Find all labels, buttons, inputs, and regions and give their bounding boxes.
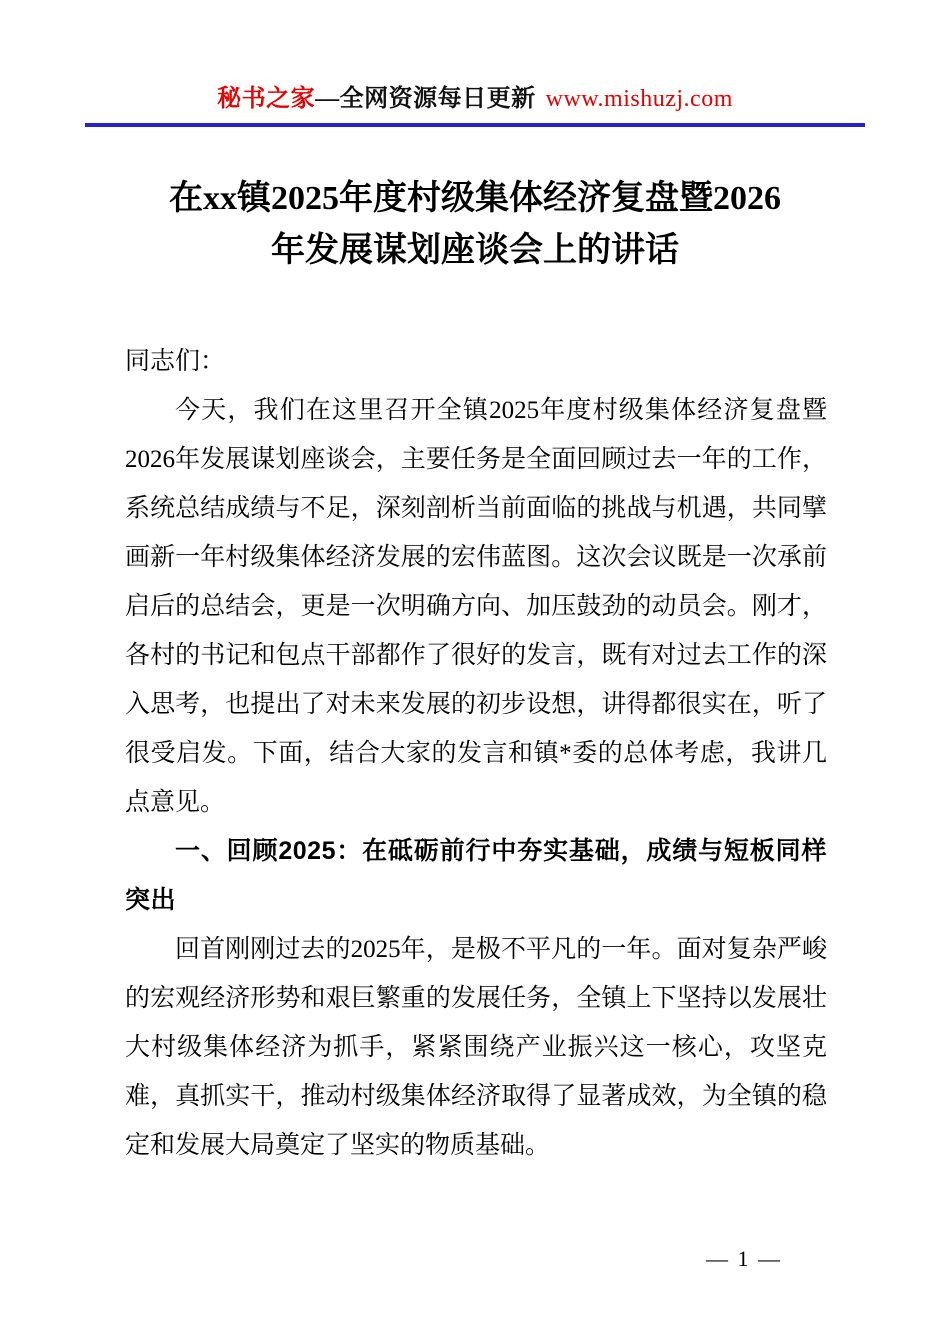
header-divider-rule	[85, 123, 865, 127]
site-header	[0, 0, 950, 114]
paragraph-review: 回首刚刚过去的2025年，是极不平凡的一年。面对复杂严峻的宏观经济形势和艰巨繁重的发展任务，全镇上下坚持以发展壮大村级集体经济为抓手，紧紧围绕产业振兴这一核心，攻坚克难，真抓实干，推动村级集体经济取得了显著成效，为全镇的稳定和发展大局奠定了坚实的物质基础。	[125, 936, 827, 1159]
document-body	[125, 337, 827, 1170]
header-tagline: —全网资源每日更新	[315, 86, 536, 112]
document-title	[90, 173, 860, 277]
site-brand: 秘书之家	[217, 86, 316, 112]
document-title-line-1: 在xx镇2025年度村级集体经济复盘暨2026	[169, 180, 781, 217]
salutation: 同志们：	[125, 348, 226, 375]
paragraph-intro: 今天，我们在这里召开全镇2025年度村级集体经济复盘暨2026年发展谋划座谈会，主要任务是全面回顾过去一年的工作，系统总结成绩与不足，深刻剖析当前面临的挑战与机遇，共同擘画新一年村级集体经济发展的宏伟蓝图。这次会议既是一次承前启后的总结会，更是一次明确方向、加压鼓劲的动员会。刚才，各村的书记和包点干部都作了很好的发言，既有对过去工作的深入思考，也提出了对未来发展的初步设想，讲得都很实在，听了很受启发。下面，结合大家的发言和镇*委的总体考虑，我讲几点意见。	[125, 397, 827, 816]
section-heading-1: 一、回顾2025：在砥砺前行中夯实基础，成绩与短板同样突出	[125, 837, 827, 914]
site-url-link[interactable]: www.mishuzj.com	[545, 86, 733, 112]
page-footer	[706, 1246, 782, 1272]
page-number: — 1 —	[706, 1246, 782, 1271]
document-title-line-2: 年发展谋划座谈会上的讲话	[271, 232, 679, 269]
